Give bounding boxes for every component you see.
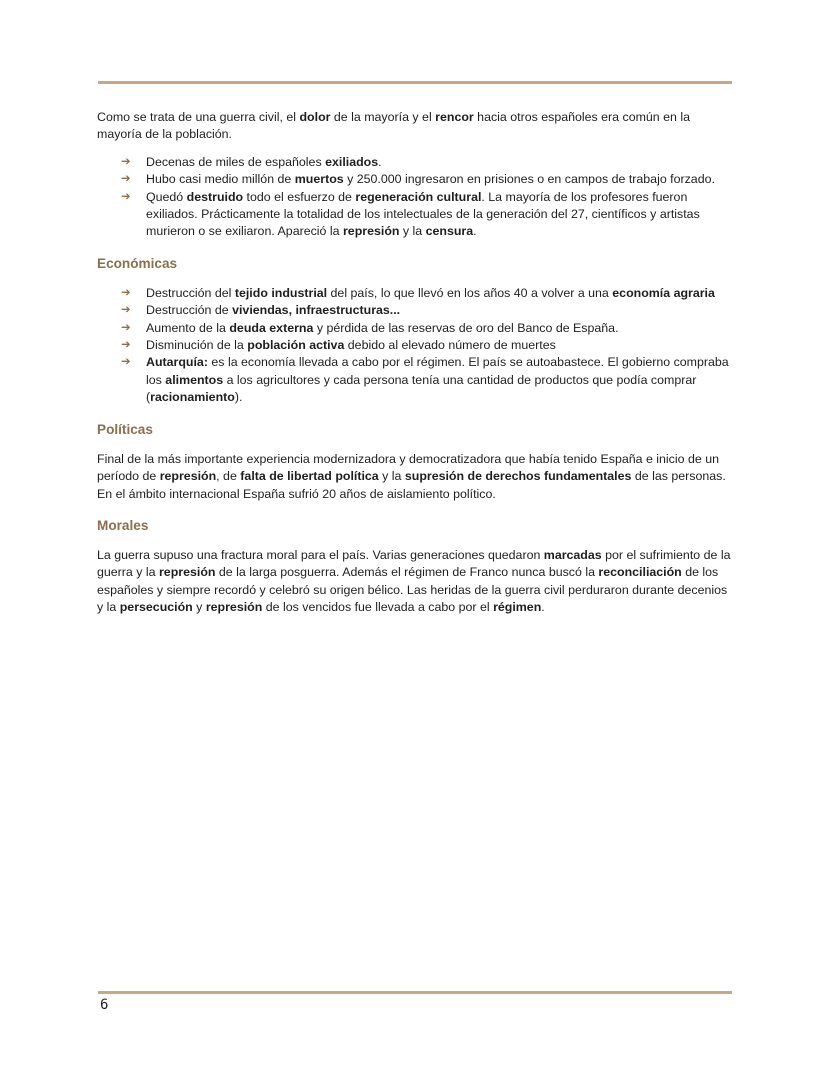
bullet-item	[97, 285, 733, 302]
text-run: hacia otros españoles era común en la mayoría de la población.	[97, 110, 691, 142]
text-run: de los vencidos fue llevada a cabo por el	[262, 600, 494, 615]
bold-term: dolor	[299, 110, 331, 124]
text-run: debido al elevado número de muertes	[344, 338, 556, 353]
bold-term: Autarquía:	[146, 355, 208, 370]
text-run: y la	[378, 469, 405, 484]
text-run: Hubo casi medio millón de	[146, 172, 295, 187]
text-run: Quedó	[146, 189, 187, 204]
economicas-bullet-list	[97, 285, 733, 407]
footer-rule	[98, 991, 732, 994]
arrow-bullet-icon: ➔	[121, 190, 131, 203]
arrow-bullet-icon: ➔	[121, 339, 131, 352]
section-heading-economicas: Económicas	[97, 255, 178, 271]
section-heading-politicas: Políticas	[97, 421, 153, 437]
text-run: .	[378, 154, 382, 169]
bold-term: alimentos	[165, 372, 224, 387]
intro-paragraph	[97, 109, 733, 144]
bold-term: represión	[342, 224, 400, 239]
text-run: ).	[234, 390, 243, 405]
text-run: y la	[399, 224, 426, 239]
section-heading-morales: Morales	[97, 517, 149, 533]
text-run: por el sufrimiento de la guerra y la	[97, 547, 731, 580]
morales-paragraph	[97, 547, 733, 617]
text-run: . La mayoría de los profesores fueron exiliados. Prácticamente la totalidad de los intelectuales de la generación del 27, científicos y artistas murieron o se exiliaron. Apareció la	[146, 189, 700, 239]
bold-term: represión	[205, 600, 263, 615]
bold-term: censura	[425, 224, 474, 239]
bold-term: población activa	[247, 338, 345, 353]
text-run: y 250.000 ingresaron en prisiones o en campos de trabajo forzado.	[343, 172, 715, 187]
bold-term: racionamiento	[150, 390, 235, 405]
bold-term: régimen	[493, 600, 542, 615]
arrow-bullet-icon: ➔	[121, 155, 131, 168]
bold-term: marcadas	[543, 547, 602, 562]
bold-term: destruido	[186, 189, 244, 204]
bold-term: exiliados	[325, 154, 379, 169]
bold-term: reconciliación	[598, 565, 682, 580]
bold-term: rencor	[435, 110, 474, 124]
text-run: es la economía llevada a cabo por el régimen. El país se autoabastece. El gobierno compraba los	[146, 355, 729, 387]
bullet-item	[97, 154, 733, 171]
bullet-item	[97, 302, 733, 319]
bold-term: economía agraria	[612, 285, 715, 300]
text-run: del país, lo que llevó en los años 40 a volver a una	[327, 285, 613, 300]
text-run: y	[192, 600, 206, 615]
text-run: Destrucción de	[146, 303, 233, 318]
text-run: Destrucción del	[146, 285, 235, 300]
text-run: de los españoles y siempre recordó y celebró su origen bélico. Las heridas de la guerra civil perduraron durante decenios y la	[97, 565, 728, 615]
text-run: todo el esfuerzo de	[243, 189, 356, 204]
bold-term: regeneración cultural	[355, 189, 482, 204]
text-run: Aumento de la	[146, 320, 230, 335]
bullet-item	[97, 354, 733, 406]
text-run: de la larga posguerra. Además el régimen de Franco nunca buscó la	[215, 565, 599, 580]
bullet-item	[97, 320, 733, 337]
arrow-bullet-icon: ➔	[121, 304, 131, 317]
text-run: a los agricultores y cada persona tenía una cantidad de productos que podía comprar (	[146, 372, 697, 405]
bullet-item	[97, 189, 733, 241]
text-run: Como se trata de una guerra civil, el	[97, 110, 300, 124]
text-run: de la mayoría y el	[330, 110, 436, 124]
bold-term: supresión de derechos fundamentales	[404, 469, 632, 484]
bold-term: muertos	[294, 172, 344, 187]
bullet-item	[97, 337, 733, 354]
text-run: Disminución de la	[146, 338, 248, 353]
text-run: .	[541, 600, 545, 615]
arrow-bullet-icon: ➔	[121, 286, 131, 299]
arrow-bullet-icon: ➔	[121, 173, 131, 186]
bold-term: represión	[159, 469, 217, 484]
bold-term: persecución	[119, 600, 193, 615]
page-content	[97, 109, 733, 617]
bold-term: viviendas, infraestructuras...	[232, 303, 401, 318]
bold-term: falta de libertad política	[240, 469, 379, 484]
text-run: de las personas. En el ámbito internacional España sufrió 20 años de aislamiento político.	[97, 469, 726, 501]
bullet-item	[97, 171, 733, 188]
text-run: y pérdida de las reservas de oro del Banco de España.	[313, 320, 619, 335]
text-run: , de	[216, 469, 241, 484]
text-run: La guerra supuso una fractura moral para el país. Varias generaciones quedaron	[97, 547, 544, 562]
header-rule	[98, 81, 732, 84]
arrow-bullet-icon: ➔	[121, 356, 131, 369]
page-number: 6	[100, 997, 109, 1013]
bold-term: tejido industrial	[234, 285, 328, 300]
arrow-bullet-icon: ➔	[121, 321, 131, 334]
intro-bullet-list	[97, 154, 733, 241]
text-run: .	[473, 224, 477, 239]
text-run: Decenas de miles de españoles	[146, 154, 326, 169]
bold-term: represión	[158, 565, 216, 580]
bold-term: deuda externa	[229, 320, 314, 335]
politicas-paragraph	[97, 451, 733, 503]
text-run: Final de la más importante experiencia modernizadora y democratizadora que había tenido España e inicio de un período de	[97, 451, 719, 484]
